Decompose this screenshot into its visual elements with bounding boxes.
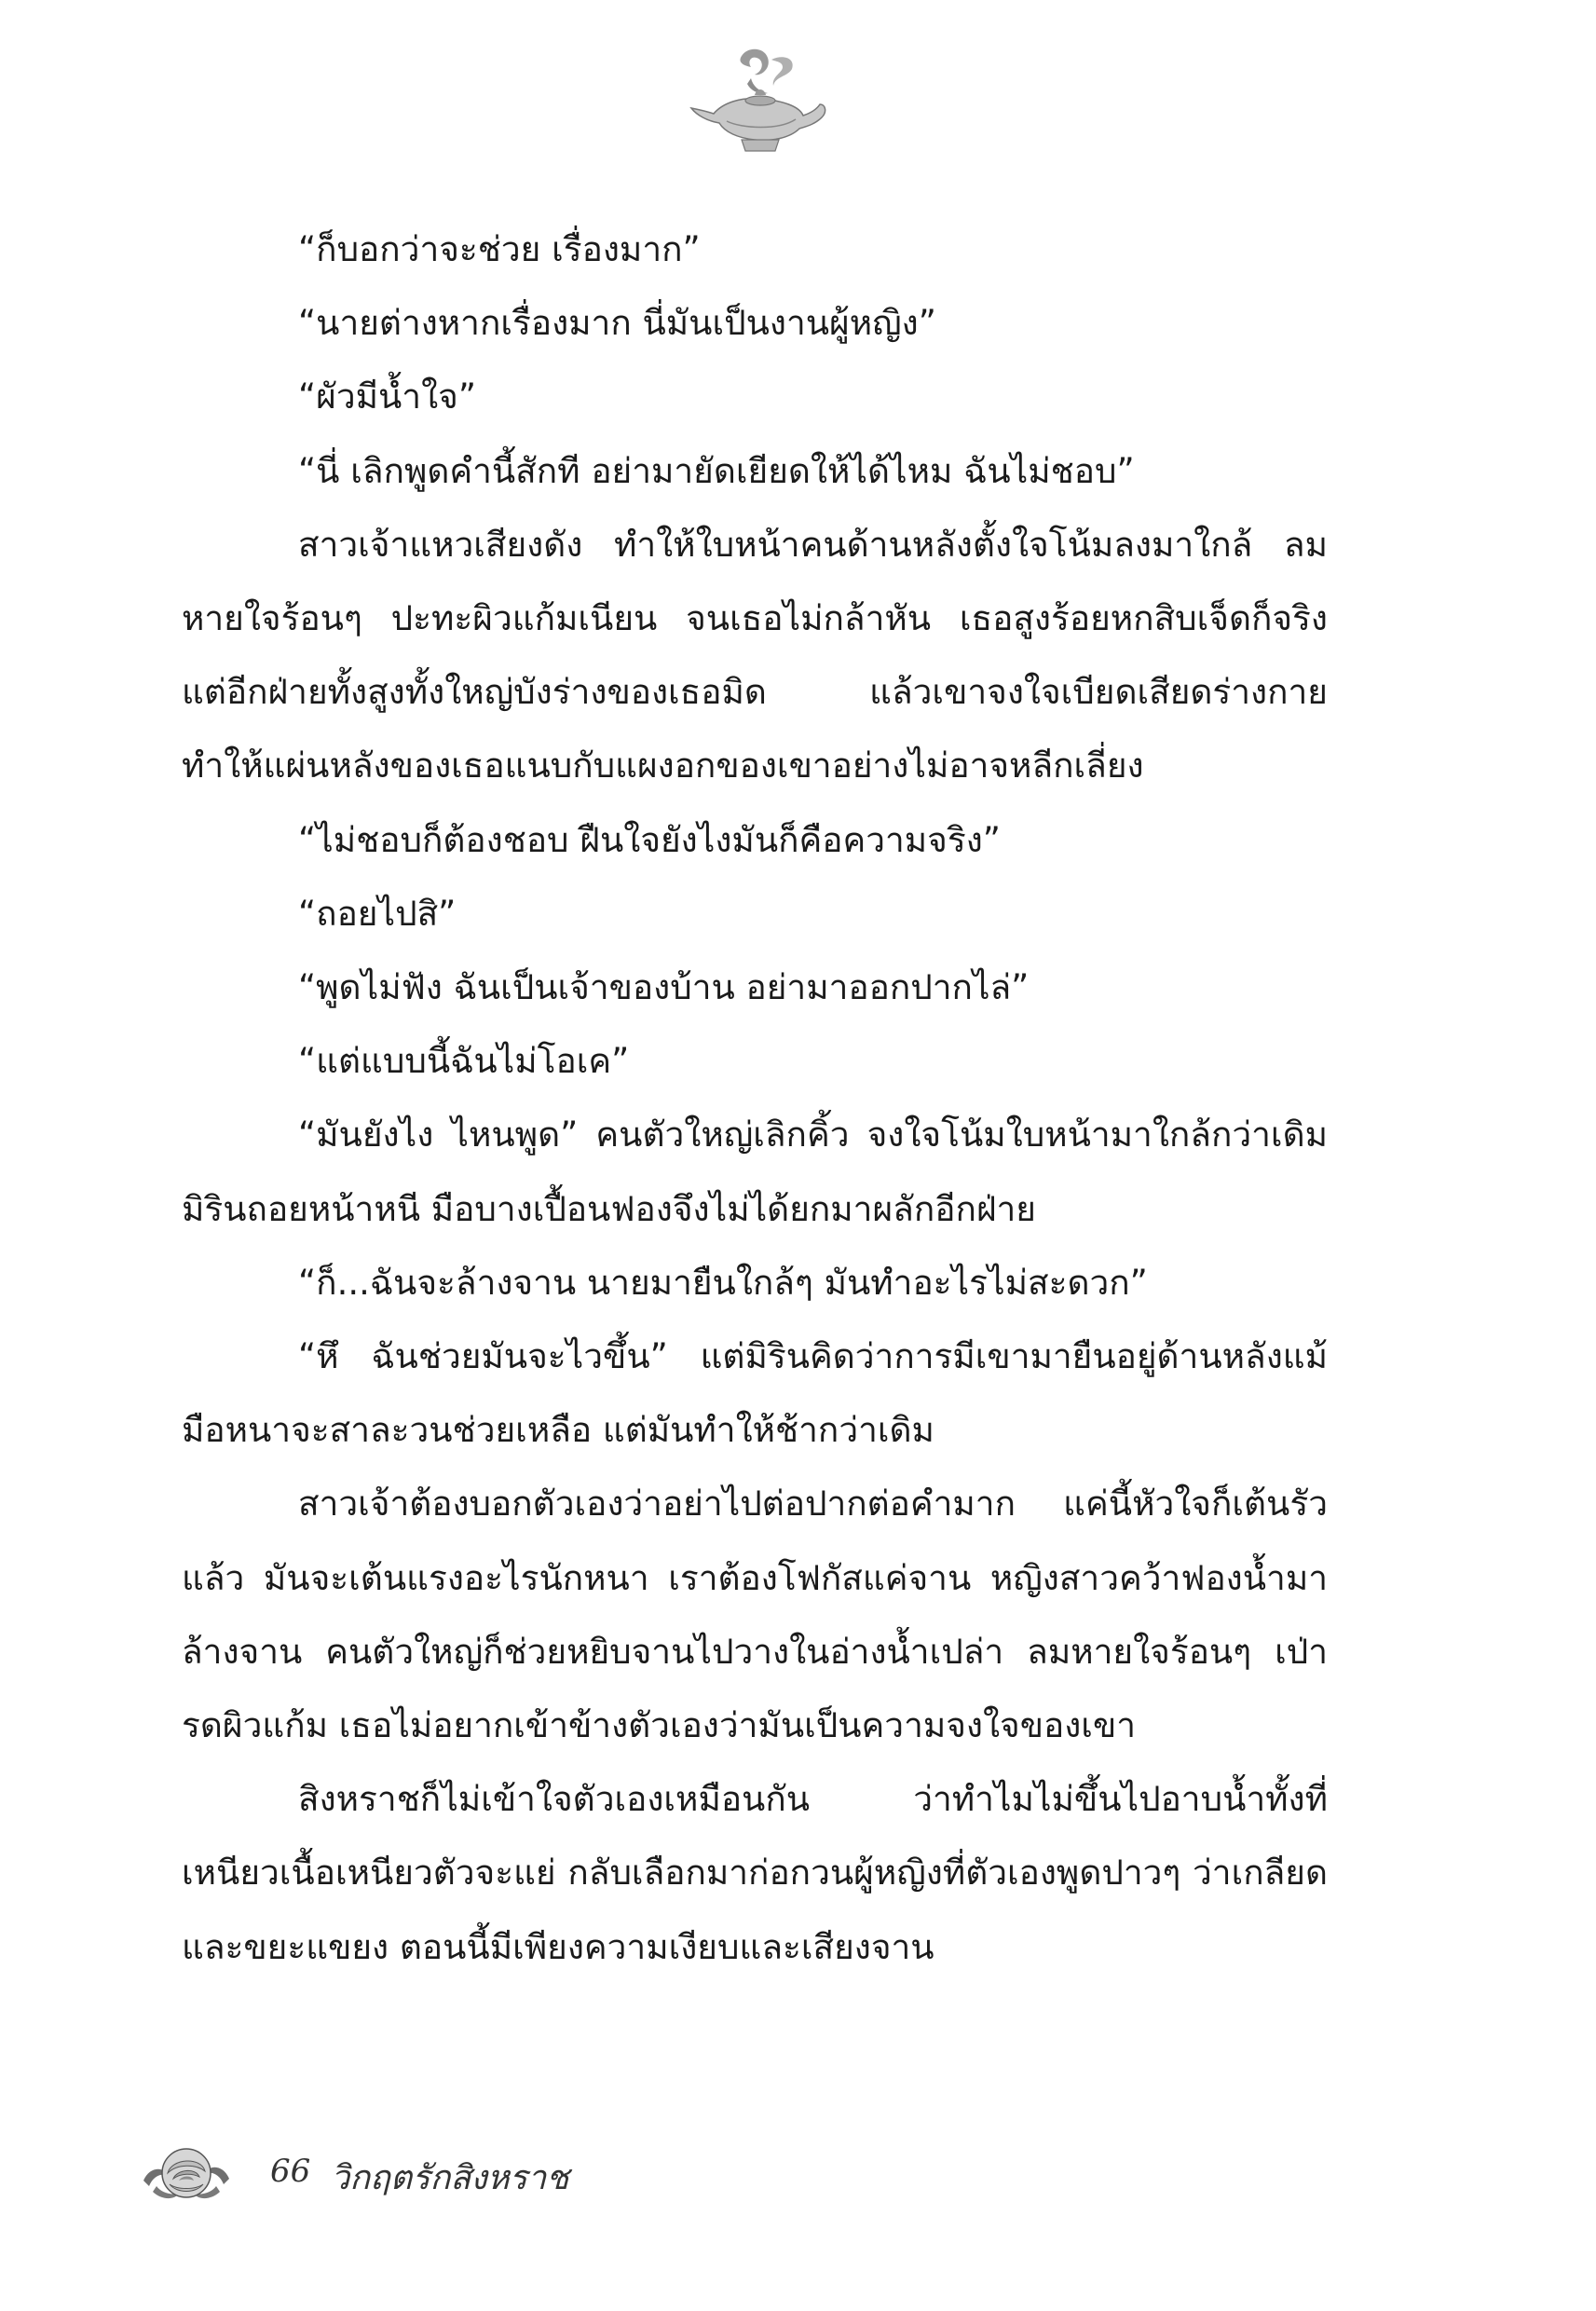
- paragraph: “ก็บอกว่าจะช่วย เรื่องมาก”: [298, 229, 701, 269]
- paragraph: “นายต่างหากเรื่องมาก นี่มันเป็นงานผู้หญิง”: [298, 303, 936, 344]
- magic-lamp-icon: [686, 48, 835, 160]
- paragraph: “มันยังไง ไหนพูด” คนตัวใหญ่เลิกคิ้ว จงใจโน้มใบหน้ามาใกล้กว่าเดิม มิรินถอยหน้าหนี มือบางเปื้อนฟองจึงไม่ได้ยกมาผลักอีกฝ่าย: [182, 1114, 1328, 1229]
- page-number: 66: [270, 2153, 311, 2190]
- book-title: วิกฤตรักสิงหราช: [331, 2159, 569, 2197]
- paragraph: “นี่ เลิกพูดคำนี้สักที อย่ามายัดเยียดให้ได้ไหม ฉันไม่ชอบ”: [298, 450, 1135, 491]
- paragraph: “ก็...ฉันจะล้างจาน นายมายืนใกล้ๆ มันทำอะไรไม่สะดวก”: [298, 1262, 1148, 1303]
- paragraph: สาวเจ้าแหวเสียงดัง ทำให้ใบหน้าคนด้านหลังตั้งใจโน้มลงมาใกล้ ลมหายใจร้อนๆ ปะทะผิวแก้มเนียน จนเธอไม่กล้าหัน เธอสูงร้อยหกสิบเจ็ดก็จริง แต่อีกฝ่ายทั้งสูงทั้งใหญ่บังร่างของเธอมิด แล้วเขาจงใจเบียดเสียดร่างกาย ทำให้แผ่นหลังของเธอแนบกับแผงอกของเขาอย่างไม่อาจหลีกเลี่ยง: [182, 524, 1328, 786]
- paragraph: “หึ ฉันช่วยมันจะไวขึ้น” แต่มิรินคิดว่าการมีเขามายืนอยู่ด้านหลังแม้มือหนาจะสาละวนช่วยเหลือ แต่มันทำให้ช้ากว่าเดิม: [182, 1336, 1328, 1451]
- paragraph: “ถอยไปสิ”: [298, 893, 457, 934]
- page-footer: [140, 2134, 699, 2208]
- paragraph: สาวเจ้าต้องบอกตัวเองว่าอย่าไปต่อปากต่อคำมาก แค่นี้หัวใจก็เต้นรัวแล้ว มันจะเต้นแรงอะไรนักหนา เราต้องโฟกัสแค่จาน หญิงสาวคว้าฟองน้ำมาล้างจาน คนตัวใหญ่ก็ช่วยหยิบจานไปวางในอ่างน้ำเปล่า ลมหายใจร้อนๆ เป่ารดผิวแก้ม เธอไม่อยากเข้าข้างตัวเองว่ามันเป็นความจงใจของเขา: [182, 1484, 1328, 1746]
- body-text: [182, 212, 1328, 1984]
- rose-icon: [140, 2134, 233, 2208]
- paragraph: “พูดไม่ฟัง ฉันเป็นเจ้าของบ้าน อย่ามาออกปากไล่”: [298, 967, 1030, 1008]
- paragraph: “แต่แบบนี้ฉันไม่โอเค”: [298, 1041, 630, 1082]
- paragraph: “ไม่ชอบก็ต้องชอบ ฝืนใจยังไงมันก็คือความจริง”: [298, 819, 1001, 860]
- paragraph: สิงหราชก็ไม่เข้าใจตัวเองเหมือนกัน ว่าทำไมไม่ขึ้นไปอาบน้ำทั้งที่เหนียวเนื้อเหนียวตัวจะแย่ กลับเลือกมาก่อกวนผู้หญิงที่ตัวเองพูดปาวๆ ว่าเกลียดและขยะแขยง ตอนนี้มีเพียงความเงียบและเสียงจาน: [182, 1779, 1328, 1967]
- paragraph: “ผัวมีน้ำใจ”: [298, 376, 476, 417]
